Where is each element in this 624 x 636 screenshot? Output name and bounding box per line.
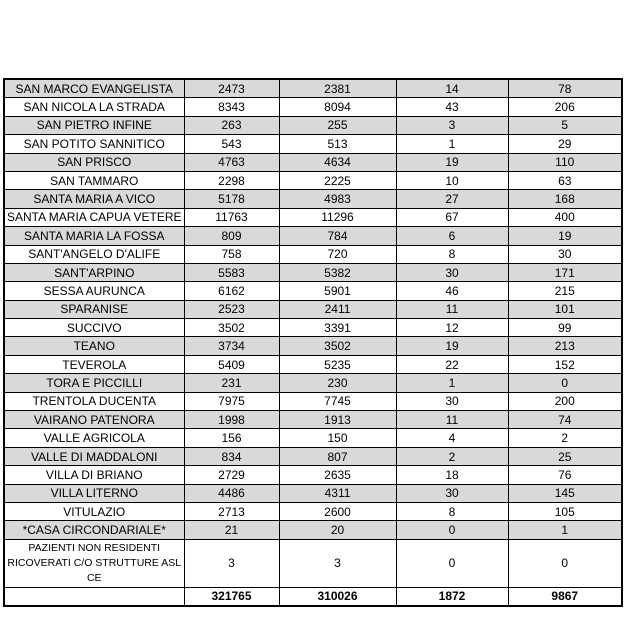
value-cell: 400	[508, 208, 622, 226]
table-row	[4, 300, 622, 318]
value-cell: 1	[396, 135, 508, 153]
table-row	[4, 135, 622, 153]
municipality-name-cell: PAZIENTI NON RESIDENTI RICOVERATI C/O STRUTTURE ASL CE	[4, 539, 184, 587]
table-row	[4, 79, 622, 98]
table-row	[4, 282, 622, 300]
table-row	[4, 227, 622, 245]
value-cell: 807	[279, 447, 396, 465]
value-cell: 20	[279, 521, 396, 539]
value-cell: 543	[184, 135, 279, 153]
value-cell: 30	[508, 245, 622, 263]
table-row	[4, 466, 622, 484]
value-cell: 231	[184, 374, 279, 392]
value-cell: 206	[508, 98, 622, 116]
value-cell: 4	[396, 429, 508, 447]
value-cell: 8	[396, 502, 508, 520]
table-row	[4, 337, 622, 355]
value-cell: 3	[396, 116, 508, 134]
value-cell: 3502	[279, 337, 396, 355]
municipality-name-cell: VILLA LITERNO	[4, 484, 184, 502]
value-cell: 4763	[184, 153, 279, 171]
value-cell: 255	[279, 116, 396, 134]
municipality-name-cell: SANT'ARPINO	[4, 263, 184, 281]
value-cell: 110	[508, 153, 622, 171]
value-cell: 5178	[184, 190, 279, 208]
value-cell: 10	[396, 171, 508, 189]
value-cell: 46	[396, 282, 508, 300]
value-cell: 78	[508, 79, 622, 98]
value-cell: 11	[396, 411, 508, 429]
value-cell: 5583	[184, 263, 279, 281]
value-cell: 3734	[184, 337, 279, 355]
municipality-name-cell: SUCCIVO	[4, 319, 184, 337]
table-row	[4, 98, 622, 116]
value-cell: 2635	[279, 466, 396, 484]
value-cell: 145	[508, 484, 622, 502]
municipality-name-cell: VALLE DI MADDALONI	[4, 447, 184, 465]
municipality-name-cell: VILLA DI BRIANO	[4, 466, 184, 484]
value-cell: 19	[396, 153, 508, 171]
value-cell: 321765	[184, 587, 279, 606]
value-cell: 9867	[508, 587, 622, 606]
value-cell: 30	[396, 392, 508, 410]
value-cell: 27	[396, 190, 508, 208]
municipality-name-cell: SPARANISE	[4, 300, 184, 318]
value-cell: 8	[396, 245, 508, 263]
table-row	[4, 208, 622, 226]
value-cell: 1913	[279, 411, 396, 429]
value-cell: 25	[508, 447, 622, 465]
value-cell: 63	[508, 171, 622, 189]
value-cell: 18	[396, 466, 508, 484]
municipality-name-cell: *CASA CIRCONDARIALE*	[4, 521, 184, 539]
value-cell: 11763	[184, 208, 279, 226]
table-row	[4, 502, 622, 520]
table-row	[4, 484, 622, 502]
value-cell: 1998	[184, 411, 279, 429]
value-cell: 99	[508, 319, 622, 337]
value-cell: 8094	[279, 98, 396, 116]
value-cell: 2381	[279, 79, 396, 98]
value-cell: 758	[184, 245, 279, 263]
table-row	[4, 447, 622, 465]
municipality-name-cell: SESSA AURUNCA	[4, 282, 184, 300]
value-cell: 21	[184, 521, 279, 539]
value-cell: 0	[508, 539, 622, 587]
municipality-name-cell: SAN MARCO EVANGELISTA	[4, 79, 184, 98]
value-cell: 76	[508, 466, 622, 484]
value-cell: 12	[396, 319, 508, 337]
table-row	[4, 263, 622, 281]
value-cell: 11	[396, 300, 508, 318]
table-row	[4, 319, 622, 337]
table-row	[4, 171, 622, 189]
value-cell: 215	[508, 282, 622, 300]
value-cell: 5409	[184, 355, 279, 373]
table-row	[4, 539, 622, 587]
value-cell: 310026	[279, 587, 396, 606]
table-row	[4, 153, 622, 171]
value-cell: 2	[396, 447, 508, 465]
value-cell: 2225	[279, 171, 396, 189]
value-cell: 0	[508, 374, 622, 392]
value-cell: 5235	[279, 355, 396, 373]
value-cell: 30	[396, 484, 508, 502]
table-row	[4, 116, 622, 134]
table-row	[4, 190, 622, 208]
value-cell: 19	[396, 337, 508, 355]
value-cell: 2298	[184, 171, 279, 189]
table-row	[4, 245, 622, 263]
municipality-name-cell: VITULAZIO	[4, 502, 184, 520]
value-cell: 2729	[184, 466, 279, 484]
municipality-table	[3, 78, 623, 607]
value-cell: 30	[396, 263, 508, 281]
value-cell: 4486	[184, 484, 279, 502]
municipality-name-cell: SANT'ANGELO D'ALIFE	[4, 245, 184, 263]
table-row	[4, 521, 622, 539]
value-cell: 809	[184, 227, 279, 245]
municipality-name-cell: SAN POTITO SANNITICO	[4, 135, 184, 153]
value-cell: 1872	[396, 587, 508, 606]
value-cell: 11296	[279, 208, 396, 226]
value-cell: 67	[396, 208, 508, 226]
value-cell: 3	[279, 539, 396, 587]
value-cell: 0	[396, 539, 508, 587]
municipality-name-cell: VALLE AGRICOLA	[4, 429, 184, 447]
value-cell: 213	[508, 337, 622, 355]
municipality-name-cell: SANTA MARIA A VICO	[4, 190, 184, 208]
value-cell: 14	[396, 79, 508, 98]
table-row	[4, 411, 622, 429]
table-row	[4, 374, 622, 392]
value-cell: 152	[508, 355, 622, 373]
table-row	[4, 392, 622, 410]
value-cell: 1	[508, 521, 622, 539]
value-cell: 2473	[184, 79, 279, 98]
municipality-name-cell: SANTA MARIA CAPUA VETERE	[4, 208, 184, 226]
municipality-name-cell: SAN PRISCO	[4, 153, 184, 171]
value-cell: 22	[396, 355, 508, 373]
value-cell: 2	[508, 429, 622, 447]
municipality-name-cell: SAN TAMMARO	[4, 171, 184, 189]
value-cell: 150	[279, 429, 396, 447]
municipality-name-cell: TEVEROLA	[4, 355, 184, 373]
value-cell: 3502	[184, 319, 279, 337]
value-cell: 2411	[279, 300, 396, 318]
value-cell: 6	[396, 227, 508, 245]
value-cell: 1	[396, 374, 508, 392]
municipality-name-cell: VAIRANO PATENORA	[4, 411, 184, 429]
value-cell: 784	[279, 227, 396, 245]
table-row	[4, 429, 622, 447]
value-cell: 74	[508, 411, 622, 429]
value-cell: 4311	[279, 484, 396, 502]
value-cell: 156	[184, 429, 279, 447]
value-cell: 513	[279, 135, 396, 153]
value-cell: 43	[396, 98, 508, 116]
value-cell: 5901	[279, 282, 396, 300]
value-cell: 230	[279, 374, 396, 392]
value-cell: 263	[184, 116, 279, 134]
value-cell: 171	[508, 263, 622, 281]
value-cell: 2600	[279, 502, 396, 520]
value-cell: 0	[396, 521, 508, 539]
value-cell: 101	[508, 300, 622, 318]
value-cell: 7745	[279, 392, 396, 410]
municipality-name-cell: TRENTOLA DUCENTA	[4, 392, 184, 410]
value-cell: 7975	[184, 392, 279, 410]
totals-row	[4, 587, 622, 606]
value-cell: 3391	[279, 319, 396, 337]
value-cell: 29	[508, 135, 622, 153]
municipality-name-cell: TEANO	[4, 337, 184, 355]
municipality-name-cell: SAN PIETRO INFINE	[4, 116, 184, 134]
value-cell: 19	[508, 227, 622, 245]
table-row	[4, 355, 622, 373]
value-cell: 720	[279, 245, 396, 263]
value-cell: 6162	[184, 282, 279, 300]
value-cell: 2523	[184, 300, 279, 318]
table-body	[4, 79, 622, 606]
municipality-name-cell: SAN NICOLA LA STRADA	[4, 98, 184, 116]
value-cell: 2713	[184, 502, 279, 520]
value-cell: 200	[508, 392, 622, 410]
municipality-name-cell	[4, 587, 184, 606]
value-cell: 834	[184, 447, 279, 465]
municipality-name-cell: TORA E PICCILLI	[4, 374, 184, 392]
municipality-name-cell: SANTA MARIA LA FOSSA	[4, 227, 184, 245]
value-cell: 8343	[184, 98, 279, 116]
value-cell: 168	[508, 190, 622, 208]
value-cell: 5	[508, 116, 622, 134]
value-cell: 4634	[279, 153, 396, 171]
value-cell: 4983	[279, 190, 396, 208]
value-cell: 3	[184, 539, 279, 587]
value-cell: 105	[508, 502, 622, 520]
value-cell: 5382	[279, 263, 396, 281]
